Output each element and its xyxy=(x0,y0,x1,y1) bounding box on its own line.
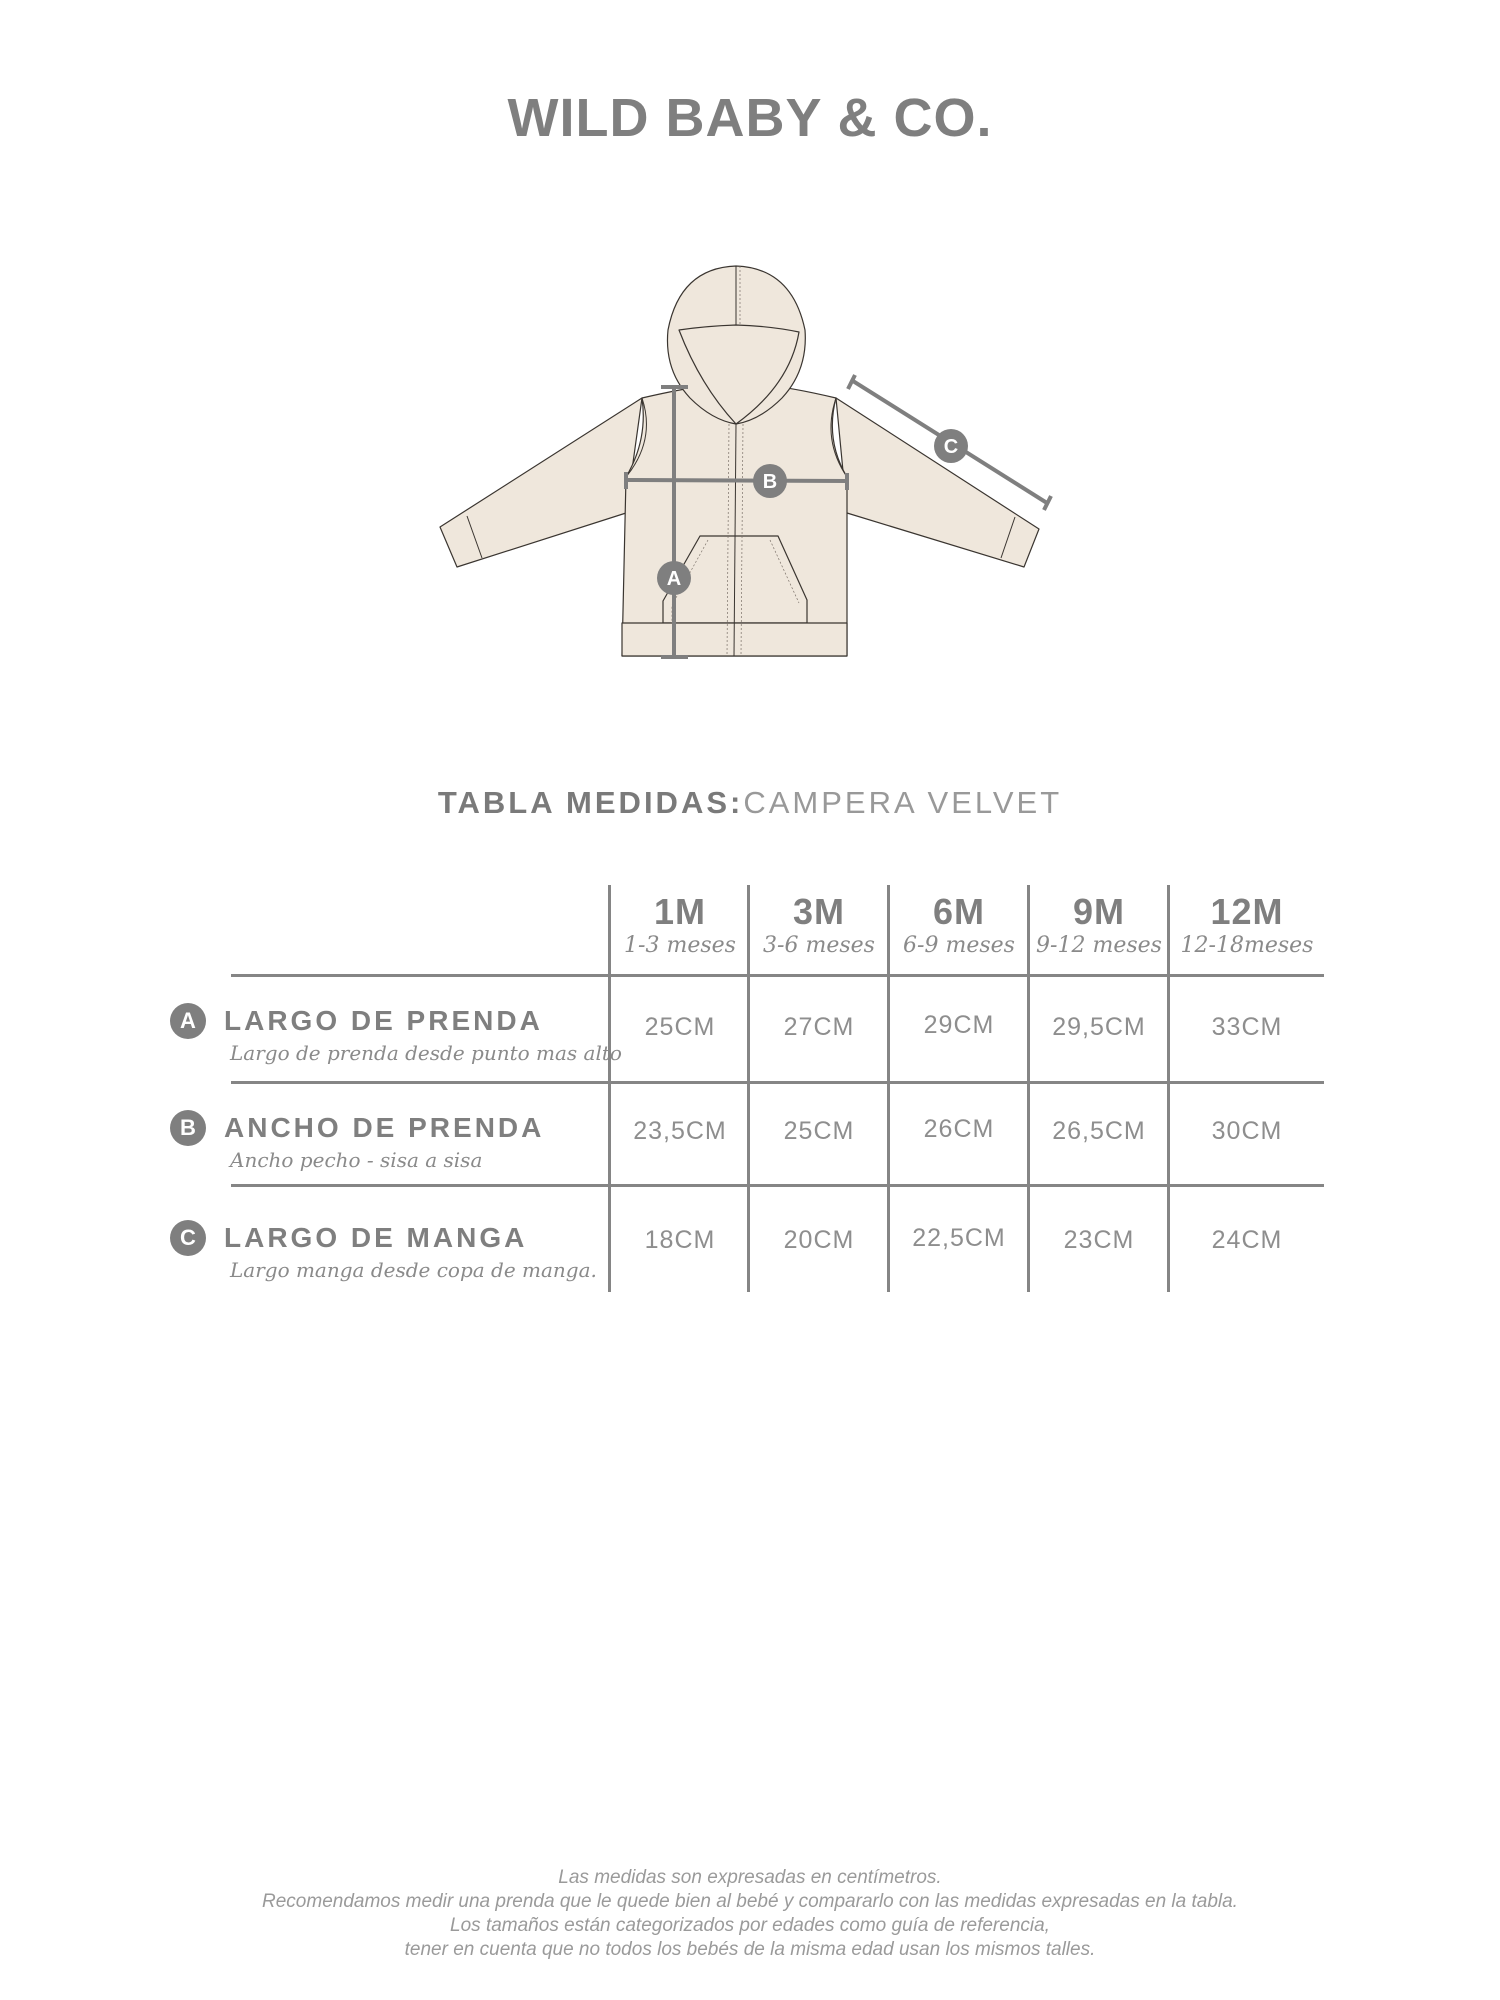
table-cell: 24CM xyxy=(1211,1226,1283,1254)
footer-notes xyxy=(0,1866,1500,1962)
size-label: 9M xyxy=(1072,891,1125,932)
age-range: 1-3 meses xyxy=(624,933,736,958)
age-range: 3-6 meses xyxy=(763,933,875,958)
footer-line: Los tamaños están categorizados por edades como guía de referencia, xyxy=(450,1915,1050,1936)
row-title: LARGO DE PRENDA xyxy=(224,1005,543,1036)
size-label: 6M xyxy=(932,891,985,932)
column-header-1m xyxy=(610,892,750,960)
table-cell: 18CM xyxy=(644,1226,716,1254)
table-cell: 23,5CM xyxy=(633,1117,727,1145)
table-cell: 29,5CM xyxy=(1052,1013,1146,1041)
svg-text:B: B xyxy=(762,471,778,493)
marker-b-icon: B xyxy=(170,1110,206,1146)
table-title-bold: TABLA MEDIDAS: xyxy=(437,785,744,820)
column-header-12m xyxy=(1172,892,1322,960)
footer-line: Recomendamos medir una prenda que le quede bien al bebé y compararlo con las medidas expresadas en la tabla. xyxy=(262,1891,1238,1912)
row-title: LARGO DE MANGA xyxy=(224,1222,528,1253)
marker-c-icon: C xyxy=(170,1220,206,1256)
column-header-9m xyxy=(1029,892,1169,960)
header-rule xyxy=(231,974,1324,977)
age-range: 12-18meses xyxy=(1180,933,1314,958)
table-cell: 29CM xyxy=(923,1011,995,1039)
footer-line: tener en cuenta que no todos los bebés de la misma edad usan los mismos talles. xyxy=(404,1939,1096,1960)
table-cell: 33CM xyxy=(1211,1013,1283,1041)
table-title xyxy=(0,786,1500,820)
size-label: 1M xyxy=(653,891,706,932)
table-title-product: CAMPERA VELVET xyxy=(743,785,1063,820)
table-cell: 25CM xyxy=(783,1117,855,1145)
size-label: 12M xyxy=(1210,891,1284,932)
svg-text:C: C xyxy=(943,436,959,458)
hoodie-illustration xyxy=(430,255,1080,675)
row-note: Largo de prenda desde punto mas alto xyxy=(230,1041,622,1065)
row-divider xyxy=(231,1081,1324,1084)
marker-a-icon: A xyxy=(170,1003,206,1039)
column-header-3m xyxy=(749,892,889,960)
age-range: 6-9 meses xyxy=(903,933,1015,958)
row-divider xyxy=(231,1184,1324,1187)
table-cell: 22,5CM xyxy=(912,1224,1006,1252)
row-note: Ancho pecho - sisa a sisa xyxy=(230,1148,483,1172)
svg-text:A: A xyxy=(666,568,682,590)
table-cell: 27CM xyxy=(783,1013,855,1041)
age-range: 9-12 meses xyxy=(1036,933,1162,958)
table-cell: 25CM xyxy=(644,1013,716,1041)
table-cell: 23CM xyxy=(1063,1226,1135,1254)
table-cell: 20CM xyxy=(783,1226,855,1254)
table-cell: 26,5CM xyxy=(1052,1117,1146,1145)
brand-title: WILD BABY & CO. xyxy=(507,88,993,148)
table-cell: 30CM xyxy=(1211,1117,1283,1145)
table-cell: 26CM xyxy=(923,1115,995,1143)
row-note: Largo manga desde copa de manga. xyxy=(230,1258,597,1282)
column-header-6m xyxy=(889,892,1029,960)
size-label: 3M xyxy=(792,891,845,932)
measure-b-line xyxy=(626,480,847,481)
footer-line: Las medidas son expresadas en centímetros. xyxy=(558,1867,942,1888)
row-title: ANCHO DE PRENDA xyxy=(224,1112,545,1143)
